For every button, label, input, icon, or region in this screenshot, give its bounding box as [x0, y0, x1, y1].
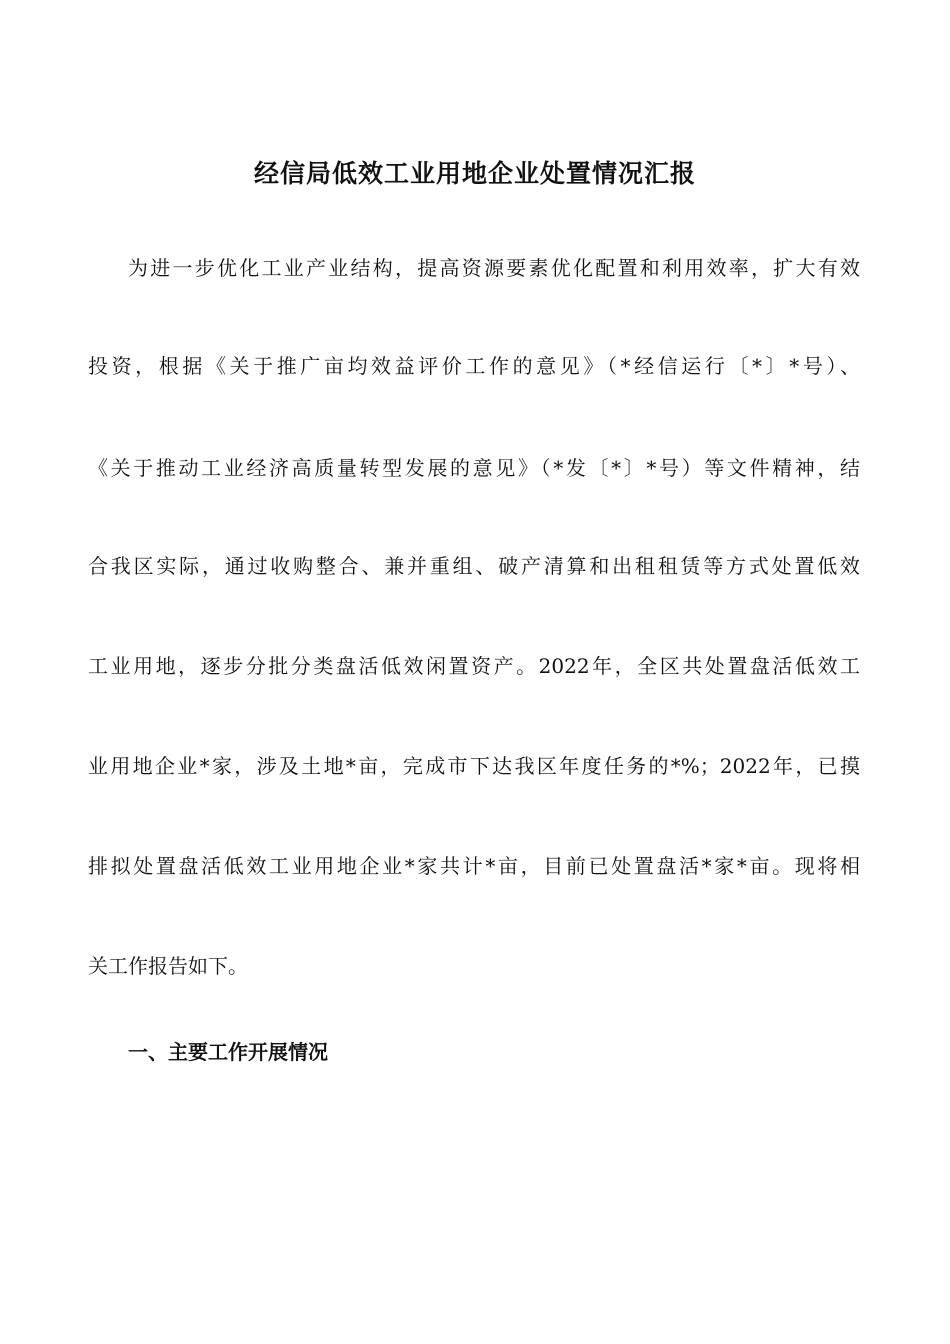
paragraph-line: 合我区实际，通过收购整合、兼并重组、破产清算和出租租赁等方式处置低效 [88, 554, 860, 578]
paragraph-line: 《关于推动工业经济高质量转型发展的意见》（*发〔*〕*号）等文件精神，结 [88, 456, 860, 480]
paragraph-line: 关工作报告如下。 [88, 954, 248, 978]
paragraph-line: 排拟处置盘活低效工业用地企业*家共计*亩，目前已处置盘活*家*亩。现将相 [88, 854, 860, 878]
document-title: 经信局低效工业用地企业处置情况汇报 [253, 159, 696, 188]
paragraph-line: 投资，根据《关于推广亩均效益评价工作的意见》（*经信运行〔*〕*号）、 [88, 354, 860, 378]
section-heading: 一、主要工作开展情况 [128, 1040, 328, 1064]
paragraph-line: 工业用地，逐步分批分类盘活低效闲置资产。2022年，全区共处置盘活低效工 [88, 654, 860, 678]
paragraph-line: 业用地企业*家，涉及土地*亩，完成市下达我区年度任务的*%；2022年，已摸 [88, 754, 860, 778]
paragraph-line: 为进一步优化工业产业结构，提高资源要素优化配置和利用效率，扩大有效 [128, 256, 860, 280]
